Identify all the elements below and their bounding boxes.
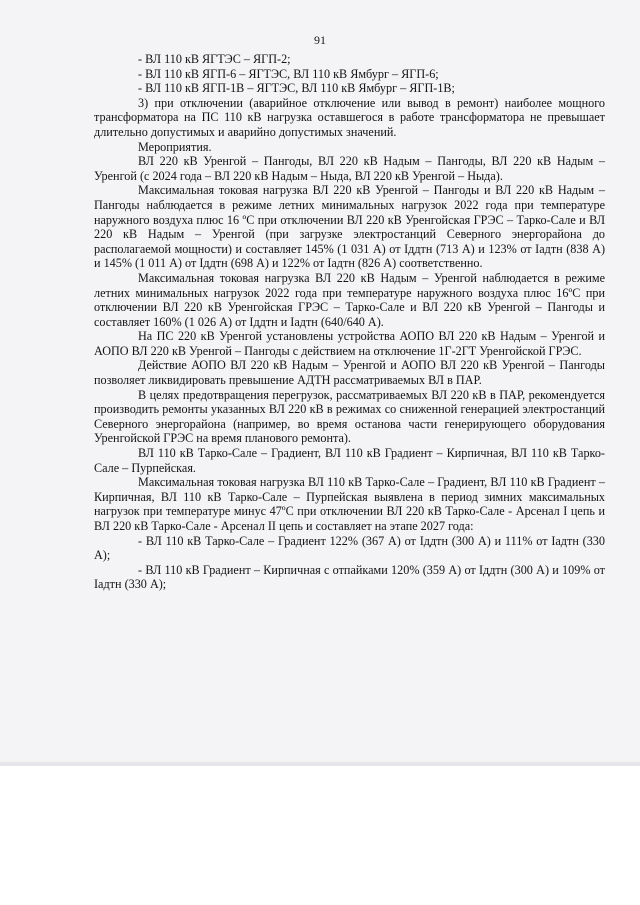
page-number: 91: [314, 33, 326, 47]
list-item: - ВЛ 110 кВ Тарко-Сале – Градиент 122% (367 А) от Iддтн (300 А) и 111% от Iадтн (330 А);: [94, 533, 605, 563]
paragraph: На ПС 220 кВ Уренгой установлены устройства АОПО ВЛ 220 кВ Надым – Уренгой и АОПО ВЛ 220 кВ Уренгой – Пангоды с действием на отключение 1Г-2ГТ Уренгойской ГРЭС.: [94, 329, 605, 358]
list-item: - ВЛ 110 кВ ЯГП-1В – ЯГТЭС, ВЛ 110 кВ Ямбург – ЯГП-1В;: [138, 81, 455, 96]
paragraph: Максимальная токовая нагрузка ВЛ 220 кВ Уренгой – Пангоды и ВЛ 220 кВ Надым – Пангоды наблюдается в режиме летних минимальных нагрузок 2022 года при температуре наружного воздуха плюс 16 ºС при отключении ВЛ 220 кВ Уренгойская ГРЭС – Тарко-Сале и ВЛ 220 кВ Надым – Уренгой (при загрузке электростанций Северного энергорайона до располагаемой мощности) и составляет 145% (1 031 А) от Iддтн (713 А) и 123% от Iадтн (838 А) и 145% (1 011 А) от Iддтн (698 А) и 122% от Iадтн (826 А) соответственно.: [94, 183, 605, 271]
section-heading: Мероприятия.: [138, 139, 212, 154]
paragraph: ВЛ 220 кВ Уренгой – Пангоды, ВЛ 220 кВ Надым – Пангоды, ВЛ 220 кВ Надым – Уренгой (с 2024 года – ВЛ 220 кВ Надым – Ныда, ВЛ 220 кВ Уренгой – Ныда).: [94, 154, 605, 183]
paragraph: Максимальная токовая нагрузка ВЛ 220 кВ Надым – Уренгой наблюдается в режиме летних минимальных нагрузок 2022 года при температуре наружного воздуха плюс 16ºС при отключении ВЛ 220 кВ Уренгойская ГРЭС – Тарко-Сале и ВЛ 220 кВ Уренгой – Пангоды и составляет 160% (1 026 А) от Iддтн и Iадтн (640/640 А).: [94, 270, 605, 329]
list-item: - ВЛ 110 кВ ЯГП-6 – ЯГТЭС, ВЛ 110 кВ Ямбург – ЯГП-6;: [138, 66, 439, 81]
paragraph: В целях предотвращения перегрузок, рассматриваемых ВЛ 220 кВ в ПАР, рекомендуется производить ремонты указанных ВЛ 220 кВ в режимах со сниженной генерацией электростанций Северного энергорайона (например, во время останова части генерирующего оборудования Уренгойской ГРЭС на время планового ремонта).: [94, 387, 605, 446]
list-item: - ВЛ 110 кВ Градиент – Кирпичная с отпайками 120% (359 А) от Iддтн (300 А) и 109% от Iадтн (330 А);: [94, 562, 605, 592]
paragraph: 3) при отключении (аварийное отключение или вывод в ремонт) наиболее мощного трансформатора на ПС 110 кВ нагрузка оставшегося в работе трансформатора не превышает длительно допустимых и аварийно допустимых значений.: [94, 95, 605, 139]
scan-edge: [0, 762, 640, 766]
body-text: [94, 52, 605, 592]
paragraph: Максимальная токовая нагрузка ВЛ 110 кВ Тарко-Сале – Градиент, ВЛ 110 кВ Градиент – Кирпичная, ВЛ 110 кВ Тарко-Сале – Пурпейская выявлена в период зимних максимальных нагрузок при температуре минус 47ºС при отключении ВЛ 220 кВ Тарко-Сале - Арсенал I цепь и ВЛ 220 кВ Тарко-Сале - Арсенал II цепь и составляет на этапе 2027 года:: [94, 475, 605, 533]
paragraph: Действие АОПО ВЛ 220 кВ Надым – Уренгой и АОПО ВЛ 220 кВ Уренгой – Пангоды позволяет ликвидировать превышение АДТН рассматриваемых ВЛ в ПАР.: [94, 358, 605, 388]
list-item: - ВЛ 110 кВ ЯГТЭС – ЯГП-2;: [138, 52, 291, 66]
paragraph: ВЛ 110 кВ Тарко-Сале – Градиент, ВЛ 110 кВ Градиент – Кирпичная, ВЛ 110 кВ Тарко-Сале – Пурпейская.: [94, 446, 605, 475]
